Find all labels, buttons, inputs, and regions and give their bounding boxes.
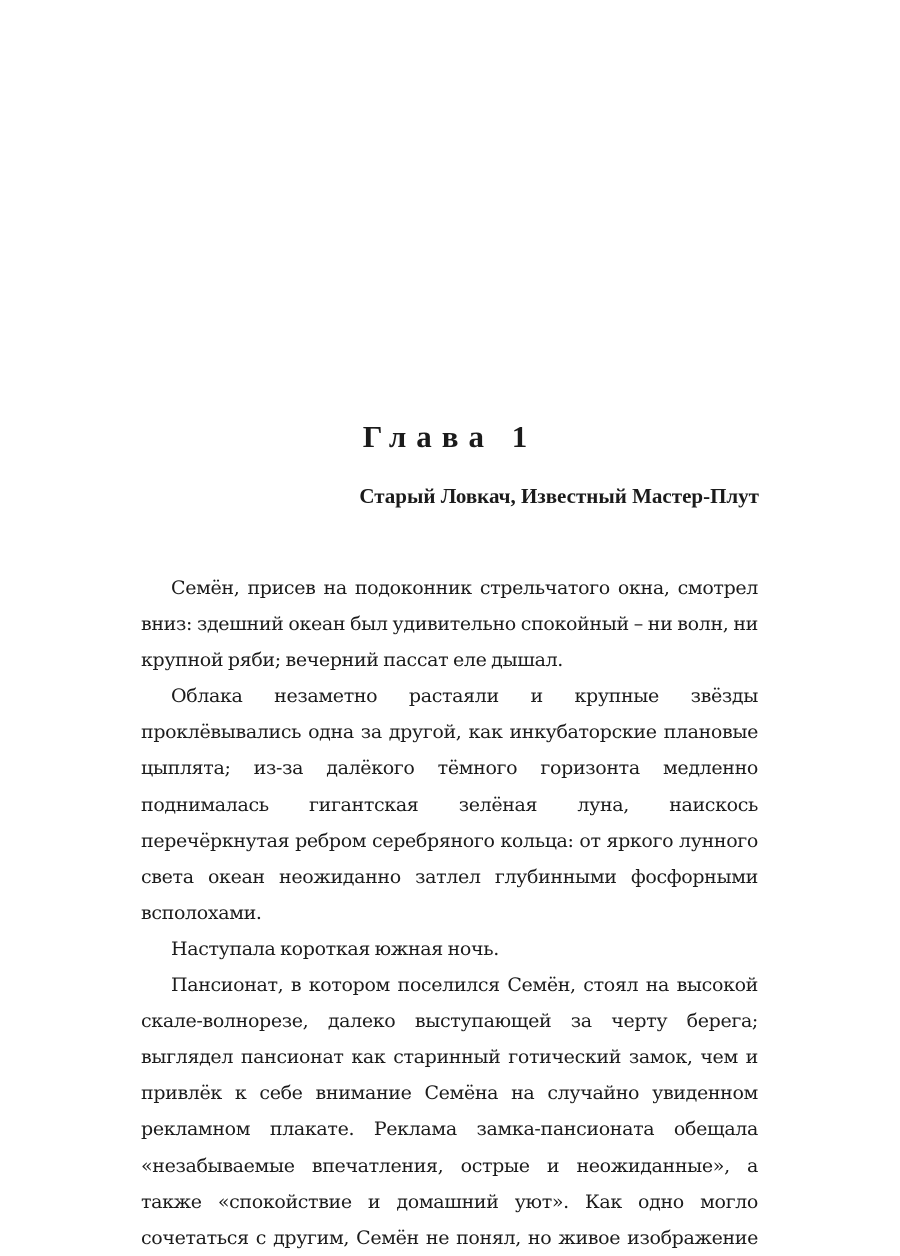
paragraph-4: Пансионат, в котором поселился Семён, стоял на высокой скале-волнорезе, далеко выступающей за черту берега; выглядел пансионат как старинный готический замок, чем и привлёк к себе внимание Семёна на случайно увиденном рекламном плакате. Реклама замка-пансионата обещала «незабываемые впечатления, острые и неожиданные», а также «спокойствие и домашний уют». Как одно могло сочетаться с другим, Семён не понял, но живое изображение	[141, 974, 758, 1249]
chapter-body	[141, 570, 758, 1256]
paragraph-1: Семён, присев на подоконник стрельчатого окна, смотрел вниз: здешний океан был удивительно спокойный – ни волн, ни крупной ряби; вечерний пассат еле дышал.	[141, 577, 758, 672]
paragraph-3: Наступала короткая южная ночь.	[171, 937, 499, 960]
chapter-title: Глава 1	[362, 419, 538, 454]
paragraph-2: Облака незаметно растаяли и крупные звёзды проклёвывались одна за другой, как инкубаторские плановые цыплята; из-за далёкого тёмного горизонта медленно поднималась гигантская зелёная луна, наискось перечёркнутая ребром серебряного кольца: от яркого лунного света океан неожиданно затлел глубинными фосфорными всполохами.	[141, 685, 758, 924]
chapter-subtitle: Старый Ловкач, Известный Мастер-Плут	[359, 484, 759, 508]
